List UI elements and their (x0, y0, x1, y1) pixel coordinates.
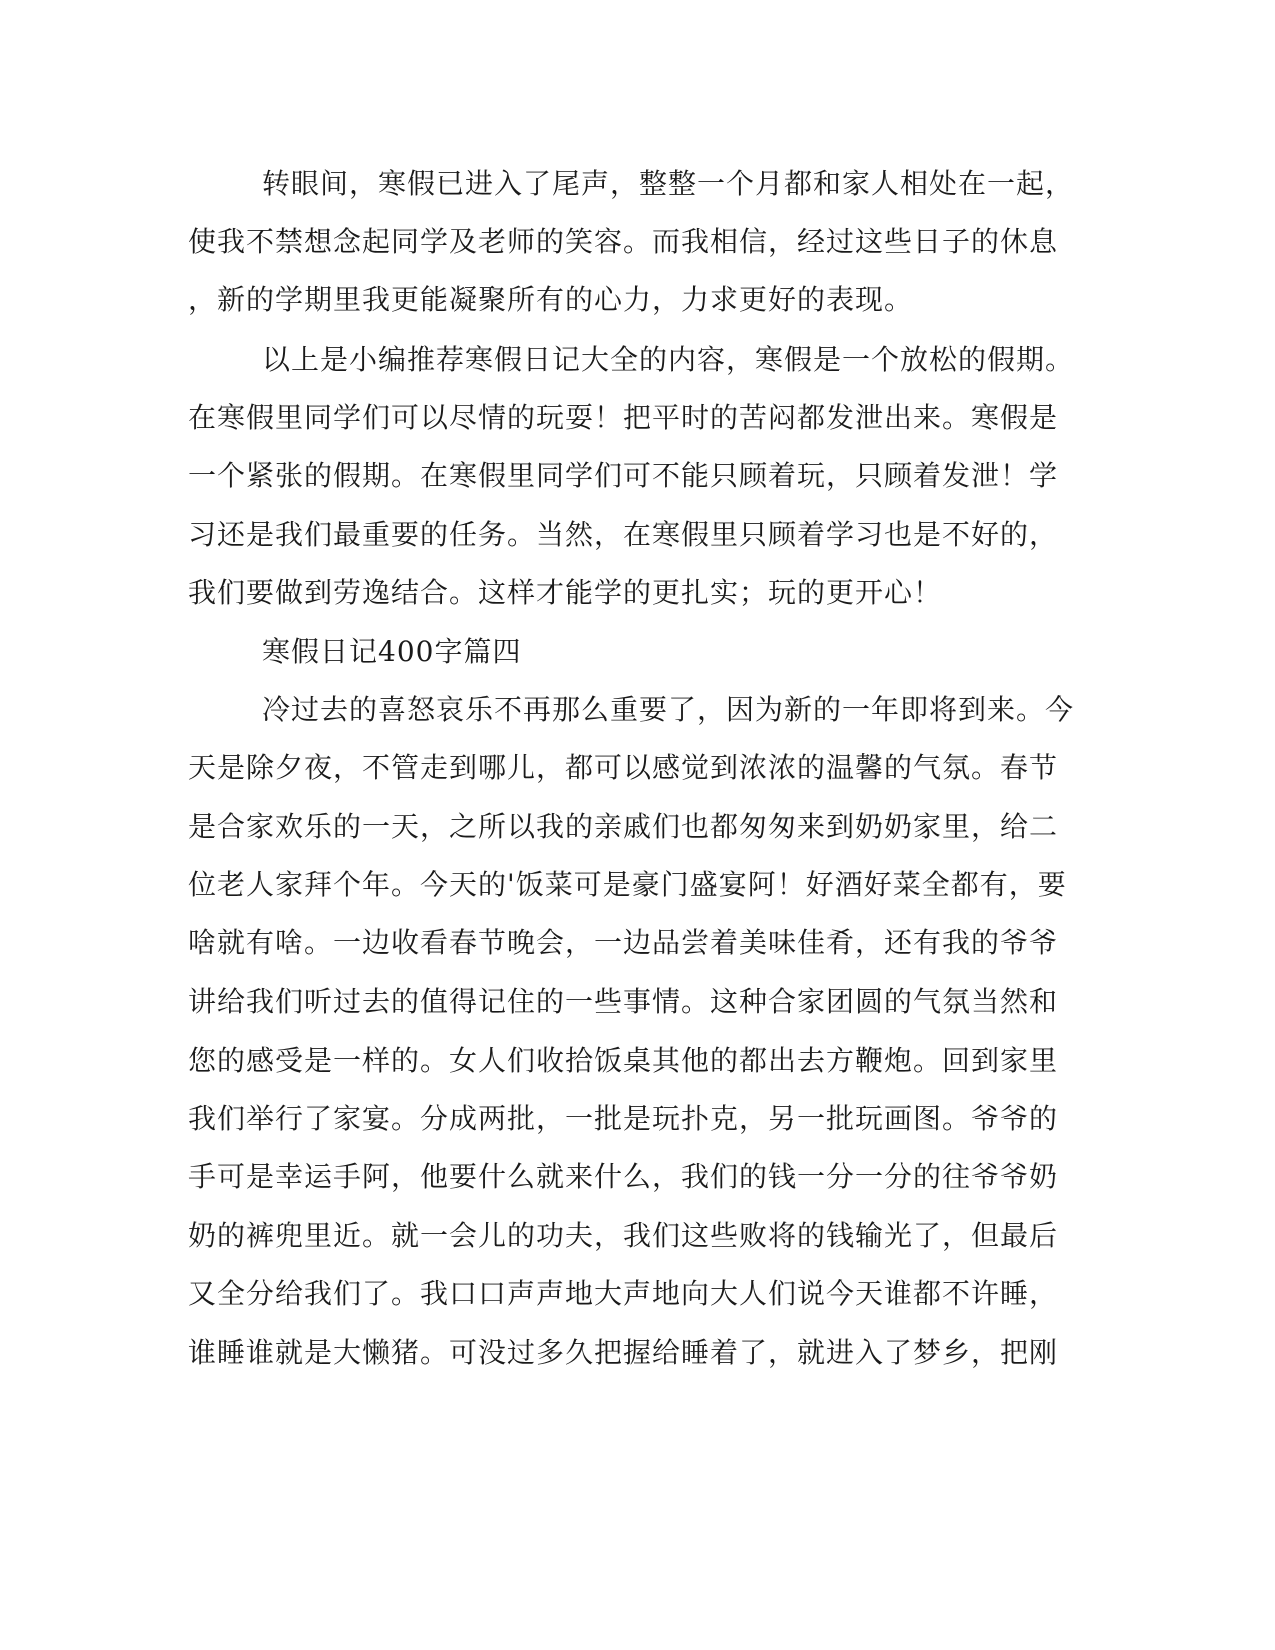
text-line: 在寒假里同学们可以尽情的玩耍！把平时的苦闷都发泄出来。寒假是 (188, 401, 1059, 434)
text-line: 是合家欢乐的一天，之所以我的亲戚们也都匆匆来到奶奶家里，给二 (188, 810, 1059, 843)
text-line: 习还是我们最重要的任务。当然，在寒假里只顾着学习也是不好的， (188, 518, 1059, 551)
text-line: 奶的裤兜里近。就一会儿的功夫，我们这些败将的钱输光了，但最后 (188, 1219, 1059, 1252)
text-line: 谁睡谁就是大懒猪。可没过多久把握给睡着了，就进入了梦乡，把刚 (188, 1336, 1059, 1369)
text-line: 位老人家拜个年。今天的'饭菜可是豪门盛宴阿！好酒好菜全都有，要 (188, 868, 1067, 901)
text-line: 啥就有啥。一边收看春节晚会，一边品尝着美味佳肴，还有我的爷爷 (188, 926, 1059, 959)
text-line: 一个紧张的假期。在寒假里同学们可不能只顾着玩，只顾着发泄！学 (188, 459, 1059, 492)
text-line: 我们要做到劳逸结合。这样才能学的更扎实；玩的更开心！ (188, 576, 943, 609)
text-line: 天是除夕夜，不管走到哪儿，都可以感觉到浓浓的温馨的气氛。春节 (188, 751, 1059, 784)
text-line: 以上是小编推荐寒假日记大全的内容，寒假是一个放松的假期。 (262, 343, 1075, 376)
section-heading: 寒假日记400字篇四 (262, 635, 522, 668)
text-line: 您的感受是一样的。女人们收拾饭桌其他的都出去方鞭炮。回到家里 (188, 1044, 1059, 1077)
text-line: 手可是幸运手阿，他要什么就来什么，我们的钱一分一分的往爷爷奶 (188, 1160, 1059, 1193)
text-line: 转眼间，寒假已进入了尾声，整整一个月都和家人相处在一起， (262, 167, 1075, 200)
text-line: 又全分给我们了。我口口声声地大声地向大人们说今天谁都不许睡， (188, 1277, 1059, 1310)
text-line: 使我不禁想念起同学及老师的笑容。而我相信，经过这些日子的休息 (188, 225, 1059, 258)
text-line: 我们举行了家宴。分成两批，一批是玩扑克，另一批玩画图。爷爷的 (188, 1102, 1059, 1135)
text-line: 讲给我们听过去的值得记住的一些事情。这种合家团圆的气氛当然和 (188, 985, 1059, 1018)
text-line: ，新的学期里我更能凝聚所有的心力，力求更好的表现。 (188, 283, 914, 316)
text-line: 冷过去的喜怒哀乐不再那么重要了，因为新的一年即将到来。今 (262, 693, 1075, 726)
